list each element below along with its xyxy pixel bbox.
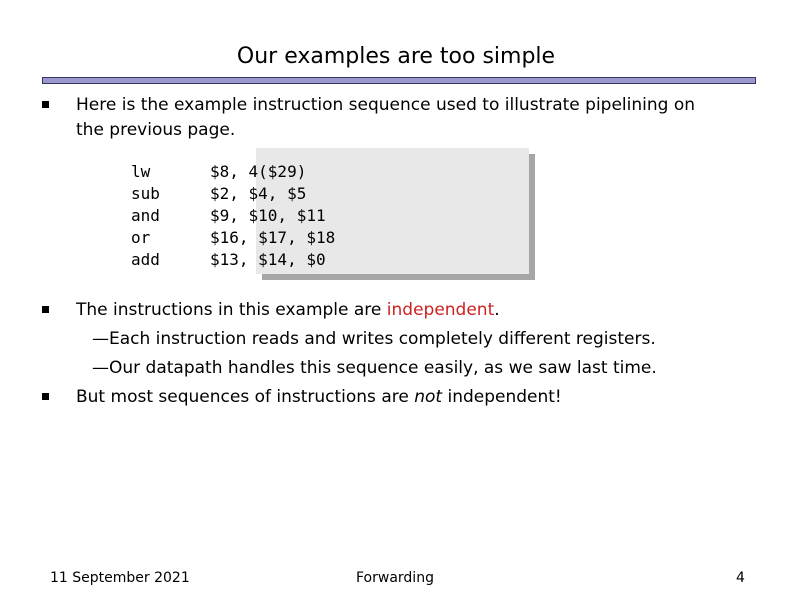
instruction-opcode: and xyxy=(131,206,160,225)
bullet-not-independent xyxy=(76,385,562,409)
bullet-marker xyxy=(42,306,49,313)
not-emphasis: not xyxy=(414,387,443,407)
bullet-independent xyxy=(76,298,500,322)
instruction-operands: $16, $17, $18 xyxy=(210,228,336,247)
bullet-intro-line2: the previous page. xyxy=(76,120,236,140)
instruction-operands: $9, $10, $11 xyxy=(210,206,326,225)
instruction-opcode: or xyxy=(131,228,151,247)
sub-bullet-registers: Each instruction reads and writes completely different registers. xyxy=(109,329,656,349)
independent-highlight: independent xyxy=(386,300,495,320)
instruction-operands: $13, $14, $0 xyxy=(210,250,326,269)
bullet-marker xyxy=(42,393,49,400)
instruction-operands: $2, $4, $5 xyxy=(210,184,307,203)
bullet-independent-suffix: . xyxy=(494,300,500,320)
bullet-intro-line1: Here is the example instruction sequence used to illustrate pipelining on xyxy=(76,95,696,115)
instruction-opcode: sub xyxy=(131,184,160,203)
title-underline-bar xyxy=(42,77,756,84)
bullet-marker xyxy=(42,101,49,108)
sub-bullet-datapath: Our datapath handles this sequence easily, as we saw last time. xyxy=(109,358,657,378)
footer-page-number: 4 xyxy=(736,570,745,586)
instruction-opcode: lw xyxy=(131,162,151,181)
instruction-opcode: add xyxy=(131,250,160,269)
bullet-not-independent-prefix: But most sequences of instructions are xyxy=(76,387,415,407)
bullet-independent-prefix: The instructions in this example are xyxy=(76,300,387,320)
slide-title: Our examples are too simple xyxy=(236,44,556,69)
footer-topic: Forwarding xyxy=(356,570,434,586)
bullet-not-independent-suffix: independent! xyxy=(442,387,562,407)
sub-bullet-dash: — xyxy=(92,329,109,349)
sub-bullet-dash: — xyxy=(92,358,109,378)
instruction-operands: $8, 4($29) xyxy=(210,162,307,181)
footer-date: 11 September 2021 xyxy=(50,570,190,586)
